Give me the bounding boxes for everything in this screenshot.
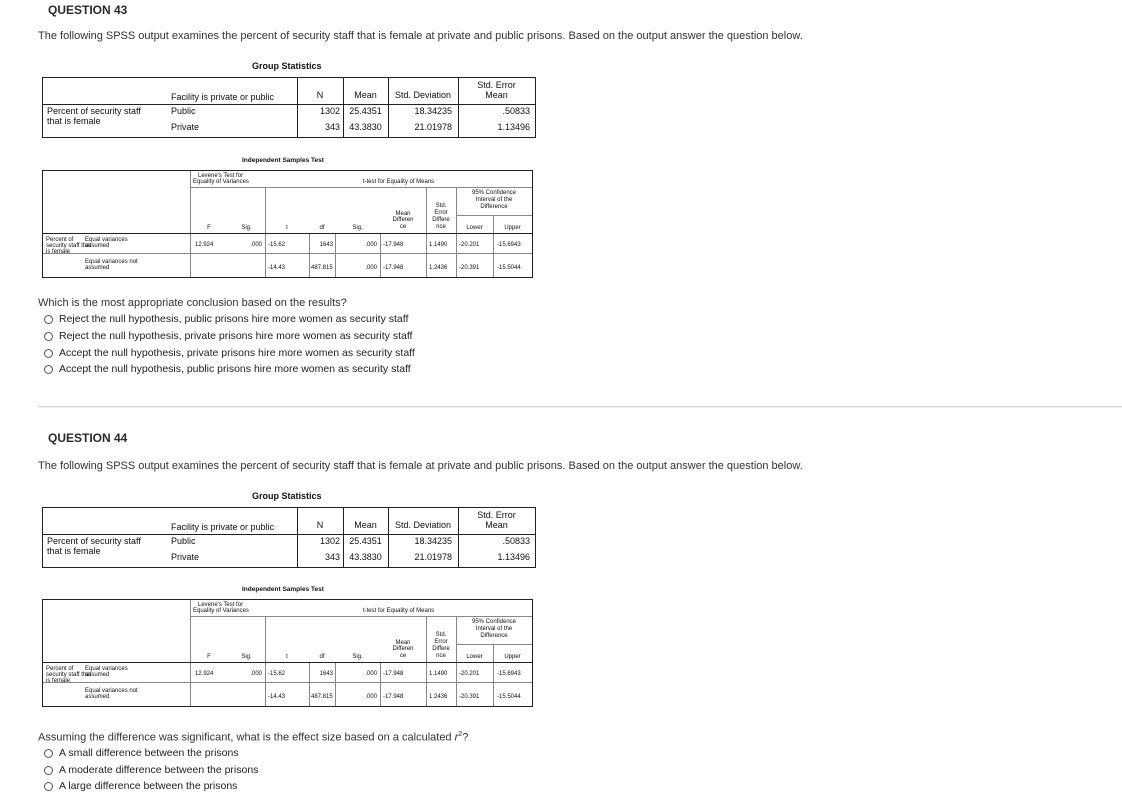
q44-question-sup: 2	[458, 731, 463, 738]
r2-sig2: .000	[365, 694, 377, 700]
q43-question: Which is the most appropriate conclusion based on the results?	[38, 297, 347, 309]
h-lower: Lower	[466, 654, 483, 660]
sed-label2: Error	[434, 639, 448, 645]
radio-icon[interactable]	[44, 766, 53, 775]
q44-question-suffix: ?	[462, 731, 469, 744]
group-stats-title: Group Statistics	[252, 491, 322, 501]
gs-h-n: N	[316, 90, 324, 100]
question-divider	[38, 406, 1122, 408]
option-label: A large difference between the prisons	[59, 780, 238, 792]
h-upper: Upper	[504, 225, 521, 231]
gs-se-private: 1.13496	[497, 552, 530, 562]
md-label3: ce	[399, 224, 407, 230]
gs-group-private: Private	[171, 552, 200, 562]
r1-se: 1.1490	[429, 242, 448, 248]
sed-label3: Differe	[432, 646, 450, 652]
ci-label2: Interval of the	[475, 626, 513, 632]
it-row-label1: Percent of	[46, 666, 74, 672]
radio-icon[interactable]	[44, 749, 53, 758]
ci-label2: Interval of the	[475, 197, 513, 203]
md-label3: ce	[399, 653, 407, 659]
levene-label2: Equality of Variances	[193, 179, 249, 185]
group-stats-table	[42, 77, 536, 138]
r1-f: 12.924	[195, 242, 214, 248]
gs-h-se2: Mean	[485, 520, 508, 530]
gs-h-sd: Std. Deviation	[394, 520, 452, 530]
md-label2: Differen	[392, 646, 414, 652]
h-sig2: Sig.	[352, 654, 363, 660]
r2-lower: -20.391	[459, 694, 480, 700]
it-row-label2: security staff that	[46, 243, 92, 249]
r1-md: -17.948	[383, 242, 404, 248]
q43-title: QUESTION 43	[48, 3, 128, 17]
option-label: Accept the null hypothesis, private prisons hire more women as security staff	[59, 347, 415, 359]
levene-label1: Levene's Test for	[198, 602, 244, 608]
gs-h-mean: Mean	[354, 520, 377, 530]
q44-intro: The following SPSS output examines the percent of security staff that is female at private and public prisons. Based on the output answer the question below.	[38, 460, 803, 472]
gs-se-public: .50833	[502, 536, 530, 546]
q44-question-symbol: r	[454, 731, 459, 744]
gs-row-label2: that is female	[47, 116, 101, 126]
r2-upper: -15.5044	[497, 265, 521, 271]
r1-sig: .000	[250, 242, 262, 248]
gs-sd-public: 18.34235	[414, 536, 452, 546]
gs-n-public: 1302	[319, 536, 340, 546]
md-label1: Mean	[395, 640, 411, 646]
gs-mean-public: 25.4351	[349, 536, 382, 546]
r2-lower: -20.391	[459, 265, 480, 271]
ci-label1: 95% Confidence	[471, 619, 517, 625]
sed-label4: nce	[436, 653, 446, 659]
gs-sd-private: 21.01978	[414, 122, 452, 132]
gs-row-label1: Percent of security staff	[47, 536, 141, 546]
eq2-label-b: assumed	[85, 265, 110, 271]
r2-t: -14.43	[268, 694, 286, 700]
r1-lower: -20.201	[459, 242, 480, 248]
r1-df: 1643	[319, 671, 333, 677]
levene-label2: Equality of Variances	[193, 608, 249, 614]
eq2-label-a: Equal variances not	[85, 259, 138, 265]
ttest-label: t-test for Equality of Means	[362, 179, 435, 185]
r1-sig: .000	[250, 671, 262, 677]
gs-group-public: Public	[171, 106, 196, 116]
gs-mean-private: 43.3830	[349, 552, 382, 562]
radio-icon[interactable]	[44, 349, 53, 358]
gs-group-private: Private	[171, 122, 200, 132]
eq1-label-a: Equal variances	[85, 237, 128, 243]
q43-option-2[interactable]	[44, 330, 412, 342]
r2-md: -17.948	[383, 694, 404, 700]
gs-sd-public: 18.34235	[414, 106, 452, 116]
ind-test-title: Independent Samples Test	[242, 157, 324, 164]
radio-icon[interactable]	[44, 782, 53, 791]
r2-df: 487.815	[311, 265, 333, 271]
ci-label1: 95% Confidence	[471, 190, 517, 196]
h-sig2: Sig.	[352, 225, 363, 231]
h-sig: Sig.	[241, 225, 252, 231]
gs-h-factor: Facility is private or public	[171, 92, 275, 102]
q44-option-1[interactable]	[44, 747, 239, 759]
h-t: t	[286, 225, 288, 231]
h-f: F	[207, 225, 211, 231]
option-label: A moderate difference between the prisons	[59, 764, 259, 776]
r2-se: 1.2436	[429, 694, 448, 700]
r2-se: 1.2436	[429, 265, 448, 271]
radio-icon[interactable]	[44, 332, 53, 341]
it-row-label2: security staff that	[46, 672, 92, 678]
gs-h-se1: Std. Error	[477, 510, 516, 520]
r1-se: 1.1490	[429, 671, 448, 677]
h-df: df	[319, 654, 325, 660]
it-row-label3: is female	[46, 678, 71, 684]
gs-n-private: 343	[324, 552, 340, 562]
q44-option-3[interactable]	[44, 780, 237, 792]
sed-label2: Error	[434, 210, 448, 216]
r1-f: 12.924	[195, 671, 214, 677]
radio-icon[interactable]	[44, 365, 53, 374]
q44-option-2[interactable]	[44, 764, 258, 776]
eq2-label-a: Equal variances not	[85, 688, 138, 694]
group-stats-table	[42, 507, 536, 568]
h-t: t	[286, 654, 288, 660]
gs-row-label2: that is female	[47, 546, 101, 556]
gs-h-se2: Mean	[485, 90, 508, 100]
r1-sig2: .000	[365, 242, 377, 248]
gs-mean-private: 43.3830	[349, 122, 382, 132]
r1-sig2: .000	[365, 671, 377, 677]
q43-option-1[interactable]	[44, 313, 408, 325]
gs-h-mean: Mean	[354, 90, 377, 100]
q44-question	[38, 731, 468, 744]
gs-mean-public: 25.4351	[349, 106, 382, 116]
gs-h-se1: Std. Error	[477, 80, 516, 90]
group-stats-title: Group Statistics	[252, 61, 322, 71]
md-label2: Differen	[392, 217, 414, 223]
option-label: Reject the null hypothesis, public prisons hire more women as security staff	[59, 313, 409, 325]
q44-title: QUESTION 44	[48, 431, 128, 445]
gs-h-sd: Std. Deviation	[394, 90, 452, 100]
gs-n-private: 343	[324, 122, 340, 132]
q43-option-4[interactable]	[44, 363, 411, 375]
gs-row-label1: Percent of security staff	[47, 106, 141, 116]
levene-label1: Levene's Test for	[198, 173, 244, 179]
ci-label3: Difference	[480, 633, 508, 639]
h-df: df	[319, 225, 325, 231]
ci-label3: Difference	[480, 204, 508, 210]
gs-h-factor: Facility is private or public	[171, 522, 275, 532]
r1-t: -15.62	[268, 671, 286, 677]
ind-test-table	[42, 599, 533, 707]
h-lower: Lower	[466, 225, 483, 231]
eq1-label-b: assumed	[85, 672, 110, 678]
gs-group-public: Public	[171, 536, 196, 546]
gs-n-public: 1302	[319, 106, 340, 116]
q43-intro: The following SPSS output examines the percent of security staff that is female at private and public prisons. Based on the output answer the question below.	[38, 30, 803, 42]
h-sig: Sig.	[241, 654, 252, 660]
radio-icon[interactable]	[44, 315, 53, 324]
sed-label1: Std.	[435, 632, 447, 638]
eq1-label-a: Equal variances	[85, 666, 128, 672]
r1-upper: -15.6943	[497, 671, 521, 677]
r2-md: -17.948	[383, 265, 404, 271]
r1-lower: -20.201	[459, 671, 480, 677]
h-upper: Upper	[504, 654, 521, 660]
ttest-label: t-test for Equality of Means	[362, 608, 435, 614]
md-label1: Mean	[395, 211, 411, 217]
r1-t: -15.62	[268, 242, 286, 248]
r1-df: 1643	[319, 242, 333, 248]
r2-upper: -15.5044	[497, 694, 521, 700]
option-label: Reject the null hypothesis, private prisons hire more women as security staff	[59, 330, 413, 342]
option-label: Accept the null hypothesis, public prisons hire more women as security staff	[59, 363, 411, 375]
q44-question-prefix: Assuming the difference was significant, what is the effect size based on a calculated	[38, 731, 455, 744]
r1-md: -17.948	[383, 671, 404, 677]
gs-sd-private: 21.01978	[414, 552, 452, 562]
eq2-label-b: assumed	[85, 694, 110, 700]
r2-df: 487.815	[311, 694, 333, 700]
it-row-label3: is female	[46, 249, 71, 255]
h-f: F	[207, 654, 211, 660]
option-label: A small difference between the prisons	[59, 747, 239, 759]
sed-label4: nce	[436, 224, 446, 230]
r1-upper: -15.6943	[497, 242, 521, 248]
it-row-label1: Percent of	[46, 237, 74, 243]
gs-se-private: 1.13496	[497, 122, 530, 132]
r2-t: -14.43	[268, 265, 286, 271]
q43-option-3[interactable]	[44, 347, 415, 359]
gs-se-public: .50833	[502, 106, 530, 116]
eq1-label-b: assumed	[85, 243, 110, 249]
r2-sig2: .000	[365, 265, 377, 271]
ind-test-table	[42, 170, 533, 278]
sed-label3: Differe	[432, 217, 450, 223]
gs-h-n: N	[316, 520, 324, 530]
sed-label1: Std.	[435, 203, 447, 209]
ind-test-title: Independent Samples Test	[242, 586, 324, 593]
